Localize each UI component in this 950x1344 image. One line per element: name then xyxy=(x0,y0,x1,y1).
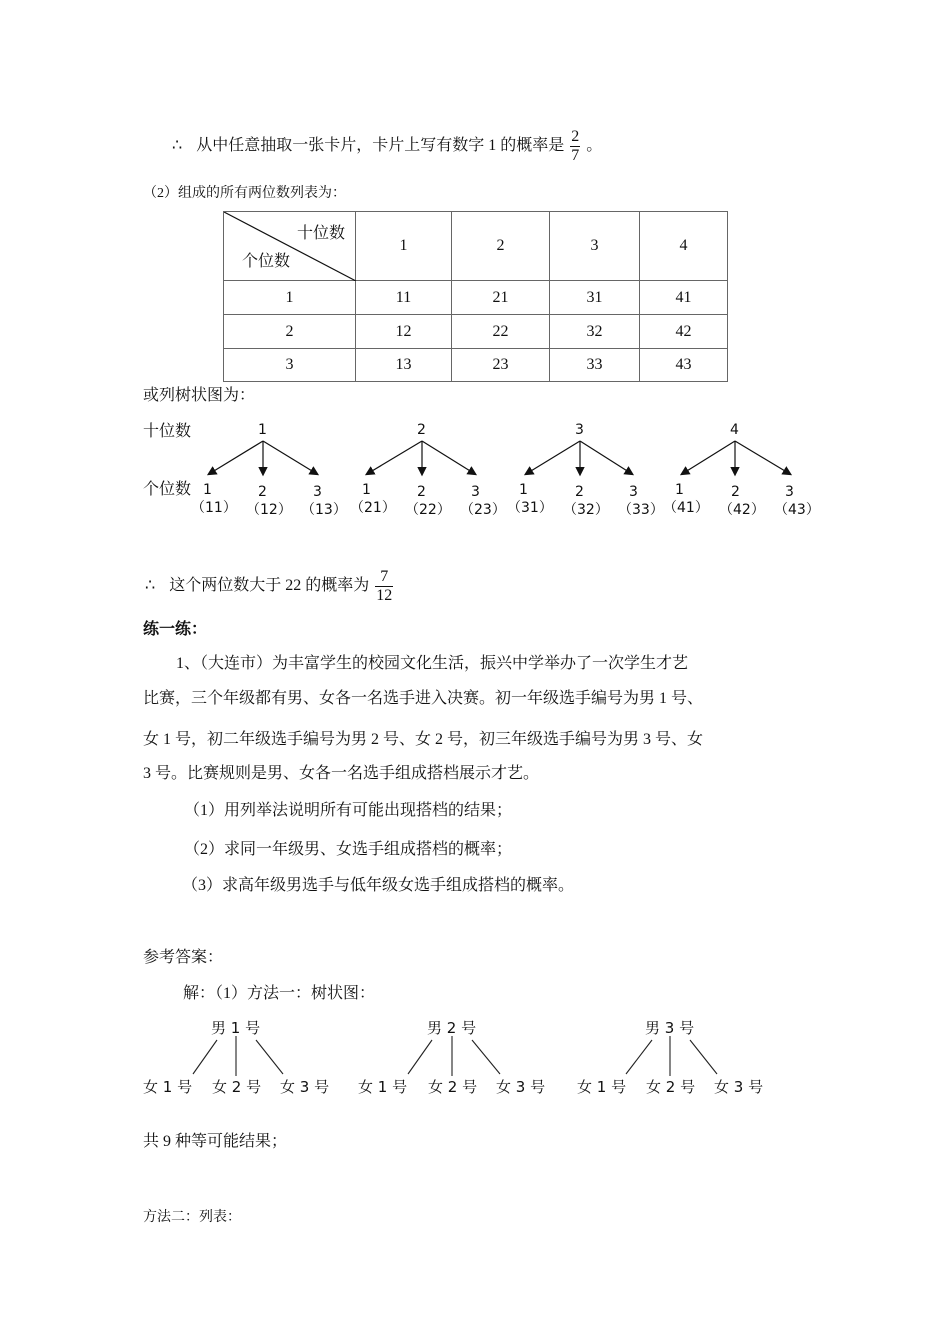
tree-leaf-number: （23） xyxy=(460,502,506,518)
table-cell: 32 xyxy=(550,315,640,349)
total-outcomes: 共 9 种等可能结果； xyxy=(143,1133,288,1150)
tree-leaf-digit: 1 xyxy=(203,482,212,498)
female-leaf: 女 1 号 xyxy=(143,1078,193,1096)
table-cell: 33 xyxy=(550,349,640,382)
tree-leaf-number: （13） xyxy=(301,502,347,518)
tree-leaf-number: （21） xyxy=(350,500,396,516)
table-corner-cell xyxy=(224,212,356,281)
tree-root: 1 xyxy=(258,422,267,438)
female-leaf: 女 2 号 xyxy=(646,1078,696,1096)
tree-leaf-number: （11） xyxy=(191,500,237,516)
fraction-numerator: 7 xyxy=(380,568,389,585)
tree-leaf-digit: 3 xyxy=(471,484,480,500)
row-label: 3 xyxy=(224,349,356,382)
table-cell: 13 xyxy=(356,349,452,382)
table-cell: 42 xyxy=(640,315,728,349)
problem-line: 女 1 号，初二年级选手编号为男 2 号、女 2 号，初三年级选手编号为男 3 号、女 xyxy=(143,731,704,748)
tree-leaf-digit: 1 xyxy=(519,482,528,498)
table-cell: 31 xyxy=(550,281,640,315)
table-cell: 43 xyxy=(640,349,728,382)
col-header: 3 xyxy=(550,212,640,281)
female-leaf: 女 3 号 xyxy=(280,1078,330,1096)
question-3: （3）求高年级男选手与低年级女选手组成搭档的概率。 xyxy=(182,877,575,894)
conclusion-probability-greater-22 xyxy=(145,568,395,605)
female-leaf: 女 2 号 xyxy=(212,1078,262,1096)
male-root: 男 2 号 xyxy=(427,1019,477,1037)
conclusion-probability-card xyxy=(172,128,602,165)
tree-leaf-number: （41） xyxy=(663,500,709,516)
tree-leaf-number: （42） xyxy=(719,502,765,518)
problem-line: 比赛，三个年级都有男、女各一名选手进入决赛。初一年级选手编号为男 1 号、 xyxy=(143,690,704,707)
fraction-denominator: 12 xyxy=(376,587,393,604)
female-leaf: 女 1 号 xyxy=(358,1078,408,1096)
two-digit-table xyxy=(223,211,728,382)
fraction-denominator: 7 xyxy=(571,147,580,164)
table-cell: 21 xyxy=(452,281,550,315)
tree-leaf-digit: 2 xyxy=(575,484,584,500)
tree-leaf-number: （31） xyxy=(507,500,553,516)
male-root: 男 1 号 xyxy=(211,1019,261,1037)
therefore-symbol: ∴ xyxy=(145,577,156,595)
tree-leaf-number: （32） xyxy=(563,502,609,518)
problem-line: 3 号。比赛规则是男、女各一名选手组成搭档展示才艺。 xyxy=(143,765,540,782)
question-1: （1）用列举法说明所有可能出现搭档的结果； xyxy=(184,802,513,819)
practice-heading: 练一练： xyxy=(143,621,208,638)
table-row xyxy=(224,349,728,382)
tree-leaf-number: （12） xyxy=(246,502,292,518)
tree-leaf-digit: 3 xyxy=(313,484,322,500)
method1-label: 解：（1）方法一：树状图： xyxy=(183,985,376,1002)
problem-line: 1、（大连市）为丰富学生的校园文化生活，振兴中学举办了一次学生才艺 xyxy=(176,655,689,672)
tens-level-label: 十位数 xyxy=(143,423,192,440)
corner-units-label: 个位数 xyxy=(242,253,291,270)
corner-tens-label: 十位数 xyxy=(296,225,345,242)
tree-leaf-digit: 2 xyxy=(417,484,426,500)
row-label: 1 xyxy=(224,281,356,315)
method2-label: 方法二：列表： xyxy=(143,1210,241,1225)
tree-root: 4 xyxy=(730,422,739,438)
col-header: 1 xyxy=(356,212,452,281)
conclusion-text: 从中任意抽取一张卡片，卡片上写有数字 1 的概率是 xyxy=(196,137,565,155)
tree-leaf-digit: 1 xyxy=(362,482,371,498)
part2-intro: （2）组成的所有两位数列表为： xyxy=(143,186,346,201)
col-header: 4 xyxy=(640,212,728,281)
tree-leaf-digit: 1 xyxy=(675,482,684,498)
tree-root: 3 xyxy=(575,422,584,438)
answer-heading: 参考答案： xyxy=(143,949,224,966)
col-header: 2 xyxy=(452,212,550,281)
table-row xyxy=(224,281,728,315)
table-cell: 23 xyxy=(452,349,550,382)
table-cell: 12 xyxy=(356,315,452,349)
tree-leaf-number: （43） xyxy=(774,502,820,518)
female-leaf: 女 3 号 xyxy=(496,1078,546,1096)
female-leaf: 女 3 号 xyxy=(714,1078,764,1096)
female-leaf: 女 2 号 xyxy=(428,1078,478,1096)
tree-leaf-digit: 2 xyxy=(258,484,267,500)
row-label: 2 xyxy=(224,315,356,349)
tree-leaf-number: （22） xyxy=(405,502,451,518)
therefore-symbol: ∴ xyxy=(172,137,183,155)
male-root: 男 3 号 xyxy=(645,1019,695,1037)
table-cell: 22 xyxy=(452,315,550,349)
table-cell: 41 xyxy=(640,281,728,315)
question-2: （2）求同一年级男、女选手组成搭档的概率； xyxy=(184,841,513,858)
fraction-7-12 xyxy=(375,568,393,605)
fraction-numerator: 2 xyxy=(571,128,580,145)
tree-leaf-digit: 3 xyxy=(785,484,794,500)
period: 。 xyxy=(586,137,603,155)
tree-leaf-digit: 2 xyxy=(731,484,740,500)
table-cell: 11 xyxy=(356,281,452,315)
female-leaf: 女 1 号 xyxy=(577,1078,627,1096)
tree-root: 2 xyxy=(417,422,426,438)
units-level-label: 个位数 xyxy=(143,481,192,498)
tree-intro: 或列树状图为： xyxy=(143,387,256,404)
tree-leaf-number: （33） xyxy=(618,502,664,518)
tree-leaf-digit: 3 xyxy=(629,484,638,500)
conclusion-text: 这个两位数大于 22 的概率为 xyxy=(169,577,370,595)
table-row xyxy=(224,315,728,349)
fraction-2-7 xyxy=(570,128,580,165)
